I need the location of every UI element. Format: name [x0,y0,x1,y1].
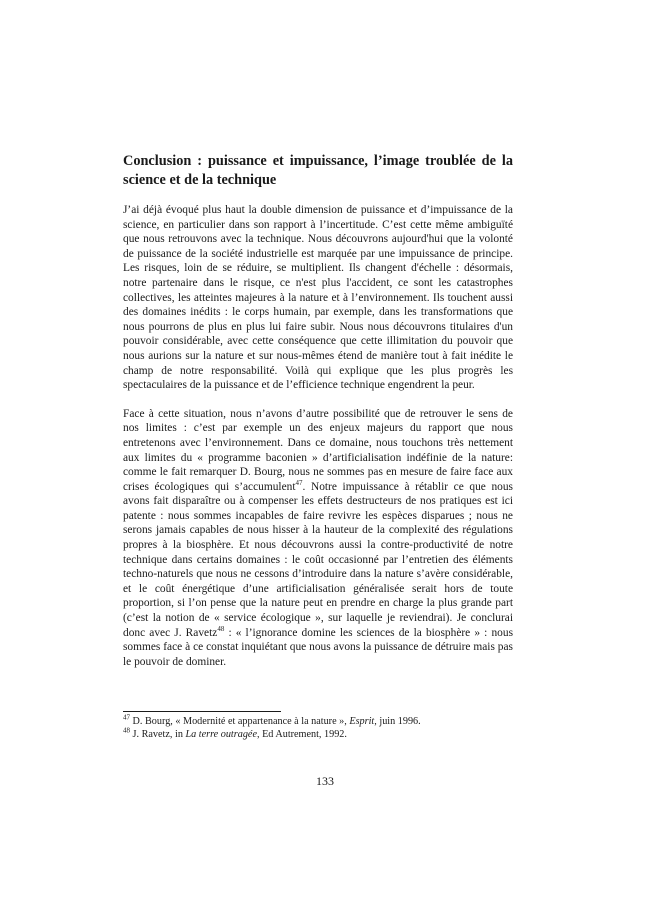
footnote-text-after: , juin 1996. [374,716,421,727]
footnote-47 [123,715,513,728]
footnote-source-title: Esprit [349,716,375,727]
footnote-number: 47 [123,713,130,722]
footnotes [123,715,513,741]
paragraph-2-part-a: Face à cette situation, nous n’avons d’autre possibilité que de retrouver le sens de nos limites : c’est par exemple un des enjeux majeurs du rapport que nous entretenons avec l’environnement. Dans ce domaine, nous touchons très nettement aux limites du « programme baconien » d’artificialisation indéfinie de la nature: comme le fait remarquer D. Bourg, nous ne sommes pas en mesure de faire face aux crises écologiques qui s’accumulent [123,407,513,493]
page-number: 133 [316,774,334,788]
footnote-ref-47[interactable]: 47 [295,478,303,487]
footnote-number: 48 [123,726,130,735]
footnote-48 [123,728,513,741]
footnote-separator [123,711,281,712]
footnote-source-title: La terre outragée [185,729,257,740]
paragraph-2 [123,407,513,670]
footnote-ref-48[interactable]: 48 [217,624,225,633]
footnote-text-before: J. Ravetz, in [130,729,186,740]
main-text [123,152,513,683]
footnote-text-after: , Ed Autrement, 1992. [256,729,347,740]
paragraph-2-part-c: : « l’ignorance domine les sciences de la biosphère » : nous sommes face à ce constat inquiétant que nous avons la puissance de détruire mais pas le pouvoir de dominer. [123,626,513,668]
section-heading: Conclusion : puissance et impuissance, l’image troublée de la science et de la technique [123,153,513,188]
paragraph-2-part-b: . Notre impuissance à rétablir ce que nous avons fait disparaître ou à compenser les effets destructeurs de nos pratiques est ici patente : nous sommes incapables de faire revivre les espèces disparues ; nous ne serons jamais capables de nous hisser à la hauteur de la complexité des régulations propres à la biosphère. Et nous découvrons aussi la contre-productivité de notre technique dans certains domaines : le coût occasionné par l’entretien des éléments techno-naturels que nous ne cessons d’introduire dans la nature s’avère considérable, et le coût énergétique d’une artificialisation généralisée serait hors de toute proportion, si l’on pense que la nature peut en prendre en charge la plus grande part (c’est la notion de « service écologique », sur laquelle je reviendrai). Je conclurai donc avec J. Ravetz [123,480,513,639]
paragraph-1: J’ai déjà évoqué plus haut la double dimension de puissance et d’impuissance de la science, en particulier dans son rapport à l’incertitude. C’est cette même ambiguïté que nous retrouvons avec la technique. Nous découvrons aujourd'hui que la volonté de puissance de la société industrielle est marquée par une impuissance de principe. Les risques, loin de se réduire, se multiplient. Ils changent d'échelle : désormais, notre partenaire dans le risque, ce n'est plus l'accident, ce sont les catastrophes collectives, les atteintes majeures à la nature et à l’environnement. Ils touchent aussi des domaines inédits : le corps humain, par exemple, dans les transformations que nous pourrons de plus en plus lui faire subir. Nous nous découvrons titulaires d'un pouvoir considérable, avec cette conséquence que cette illimitation du pouvoir que nous aurions sur la nature et sur nous-mêmes étend de manière tout à fait inédite le champ de notre responsabilité. Voilà qui explique que les plus progrès les spectaculaires de la puissance et de l’efficience technique engendrent la peur. [123,204,513,392]
footnote-text-before: D. Bourg, « Modernité et appartenance à la nature », [130,716,350,727]
